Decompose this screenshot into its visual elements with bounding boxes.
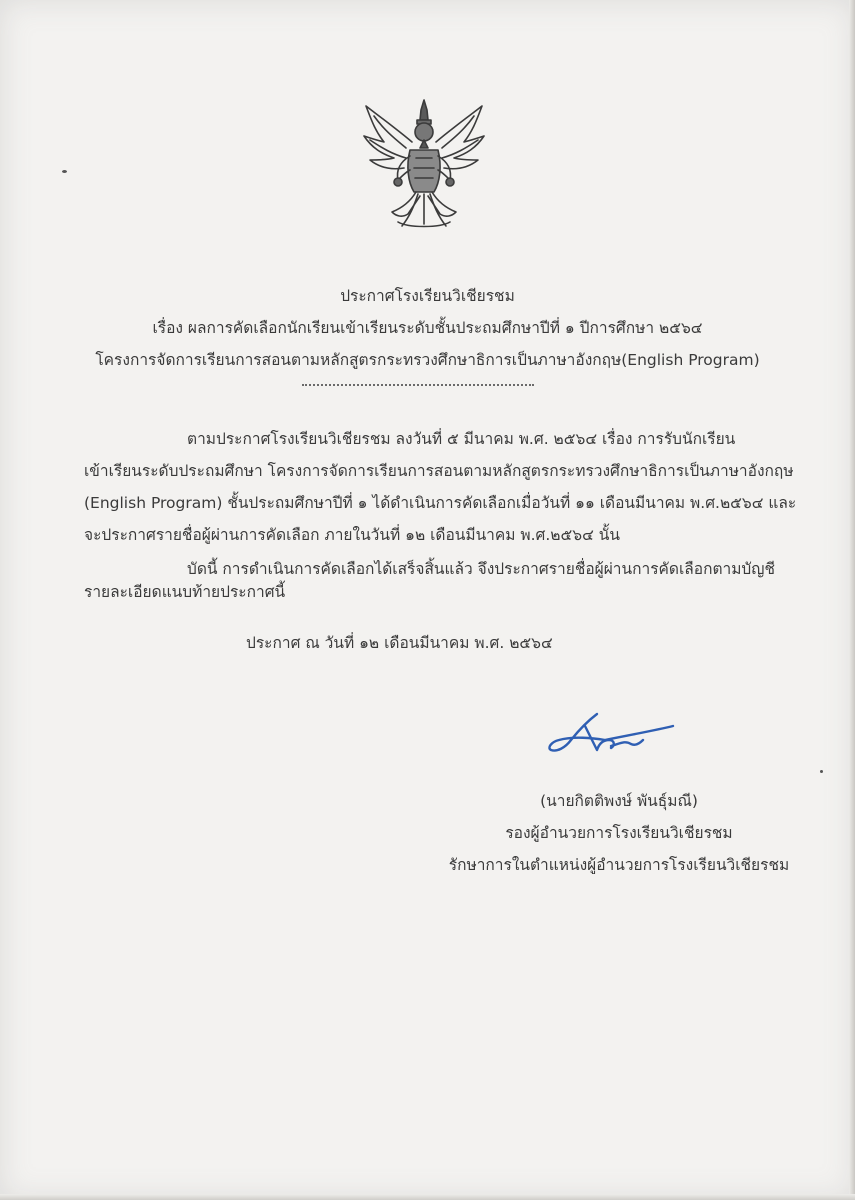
- announcement-subject: เรื่อง ผลการคัดเลือกนักเรียนเข้าเรียนระดับชั้นประถมศึกษาปีที่ ๑ ปีการศึกษา ๒๕๖๔: [152, 319, 703, 337]
- announcement-title: ประกาศโรงเรียนวิเชียรชม: [340, 287, 515, 305]
- page-edge-bottom: [0, 1194, 855, 1200]
- dotted-divider: [302, 384, 534, 386]
- page-edge-right: [849, 0, 855, 1200]
- signatory-name: (นายกิตติพงษ์ พันธุ์มณี): [540, 792, 698, 810]
- body-line-6: รายละเอียดแนบท้ายประกาศนี้: [84, 583, 286, 601]
- body-line-2: เข้าเรียนระดับประถมศึกษา โครงการจัดการเรียนการสอนตามหลักสูตรกระทรวงศึกษาธิการเป็นภาษาอังกฤษ: [84, 462, 794, 480]
- body-line-1: ตามประกาศโรงเรียนวิเชียรชม ลงวันที่ ๕ มีนาคม พ.ศ. ๒๕๖๔ เรื่อง การรับนักเรียน: [187, 430, 736, 448]
- announcement-date: ประกาศ ณ วันที่ ๑๒ เดือนมีนาคม พ.ศ. ๒๕๖๔: [246, 634, 553, 652]
- body-line-3: (English Program) ชั้นประถมศึกษาปีที่ ๑ ได้ดำเนินการคัดเลือกเมื่อวันที่ ๑๑ เดือนมีนาคม พ.ศ.๒๕๖๔ และ: [84, 494, 797, 512]
- body-line-5: บัดนี้ การดำเนินการคัดเลือกได้เสร็จสิ้นแล้ว จึงประกาศรายชื่อผู้ผ่านการคัดเลือกตามบัญชี: [187, 560, 776, 578]
- paper-speck: [820, 770, 823, 773]
- garuda-emblem-icon: [362, 96, 486, 230]
- paper-speck: [62, 170, 67, 173]
- signatory-acting-position: รักษาการในตำแหน่งผู้อำนวยการโรงเรียนวิเชียรชม: [448, 856, 790, 874]
- announcement-program: โครงการจัดการเรียนการสอนตามหลักสูตรกระทรวงศึกษาธิการเป็นภาษาอังกฤษ(English Program): [95, 351, 760, 369]
- body-line-4: จะประกาศรายชื่อผู้ผ่านการคัดเลือก ภายในวันที่ ๑๒ เดือนมีนาคม พ.ศ.๒๕๖๔ นั้น: [84, 526, 620, 544]
- signature-icon: [545, 710, 680, 770]
- signatory-position: รองผู้อำนวยการโรงเรียนวิเชียรชม: [505, 824, 733, 842]
